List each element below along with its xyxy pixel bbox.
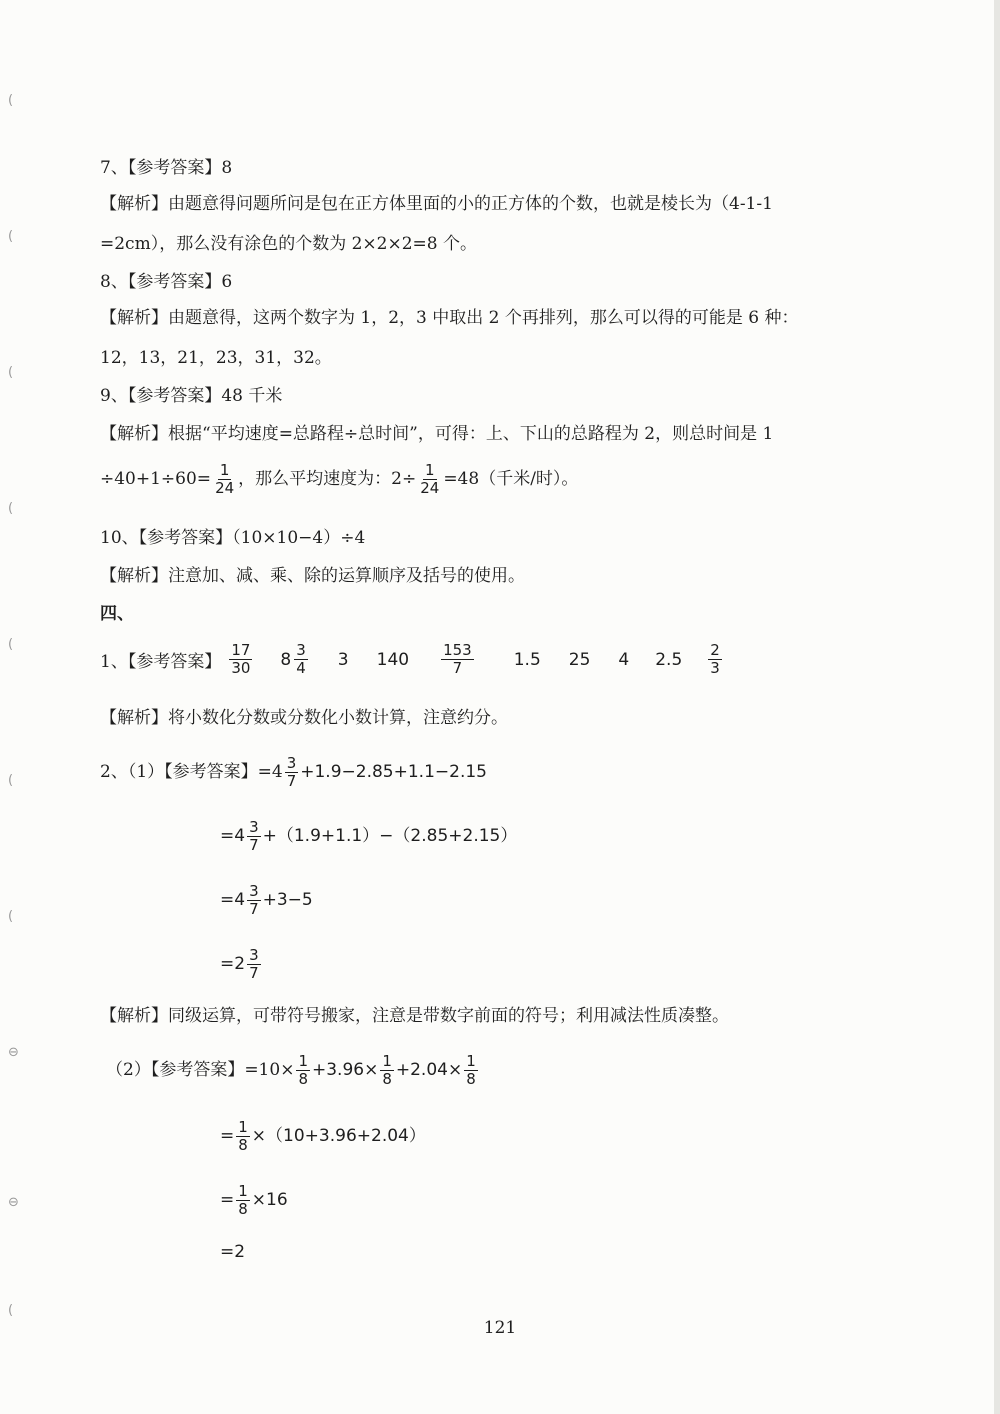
answer-item: 25 xyxy=(568,649,591,670)
expression: =2 xyxy=(220,954,246,974)
fraction xyxy=(418,462,441,497)
expression: +3.96× xyxy=(311,1060,379,1080)
s4q1-label: 1、【参考答案】 xyxy=(100,652,222,672)
expression: +3−5 xyxy=(262,890,313,910)
answer-item xyxy=(706,642,724,677)
s4q2-p2-label: （2）【参考答案】=10× xyxy=(106,1060,295,1080)
q10-analysis: 【解析】注意加、减、乘、除的运算顺序及括号的使用。 xyxy=(100,566,525,586)
fraction-denominator: 30 xyxy=(231,659,251,677)
fraction-numerator: 3 xyxy=(249,946,259,964)
fraction-numerator: 1 xyxy=(219,461,230,479)
fraction xyxy=(236,1183,250,1218)
s4q2-p2-line2 xyxy=(220,1118,426,1154)
answer-item: 2.5 xyxy=(655,649,683,670)
fraction xyxy=(247,947,261,982)
fraction-denominator: 8 xyxy=(382,1070,392,1088)
q9-analysis: 【解析】根据“平均速度=总路程÷总时间”，可得：上、下山的总路程为 2，则总时间是 1 xyxy=(100,424,774,444)
fraction xyxy=(247,819,261,854)
fraction xyxy=(380,1053,394,1088)
fraction-denominator: 7 xyxy=(249,964,259,982)
expression: +2.04× xyxy=(395,1060,463,1080)
fraction-numerator: 2 xyxy=(710,641,720,659)
q8-analysis: 【解析】由题意得，这两个数字为 1，2，3 中取出 2 个再排列，那么可以得的可能是 6 种： xyxy=(100,308,799,328)
fraction-denominator: 7 xyxy=(249,836,259,854)
binding-hole-mark: ( xyxy=(8,637,14,652)
expression: +1.9−2.85+1.1−2.15 xyxy=(300,762,488,782)
s4q2-p1-line1 xyxy=(100,754,487,790)
expression: =4 xyxy=(220,826,246,846)
page-edge xyxy=(994,0,1000,1414)
fraction xyxy=(236,1119,250,1154)
fraction-numerator: 3 xyxy=(286,754,297,772)
binding-hole-mark: ( xyxy=(8,909,14,924)
s4q2-p1-line3 xyxy=(220,882,313,918)
binding-hole-mark: ⊖ xyxy=(8,1045,19,1060)
q9-analysis-cont xyxy=(100,462,578,497)
fraction-numerator: 153 xyxy=(443,641,472,659)
q8-analysis-cont: 12，13，21，23，31，32。 xyxy=(100,348,332,368)
binding-hole-mark: ( xyxy=(8,365,14,380)
expression: = xyxy=(220,1190,235,1210)
fraction-numerator: 1 xyxy=(298,1052,308,1070)
binding-hole-mark: ( xyxy=(8,501,14,516)
q9-expression-c: =48（千米/时）。 xyxy=(443,469,579,489)
answer-item: 3 xyxy=(337,649,349,670)
fraction-denominator: 24 xyxy=(215,479,235,497)
expression: ×（10+3.96+2.04） xyxy=(251,1126,426,1146)
s4q2-p2-line3 xyxy=(220,1182,288,1218)
mixed-whole: 8 xyxy=(280,649,292,670)
fraction-numerator: 3 xyxy=(296,641,306,659)
q9-expression-a: ÷40+1÷60= xyxy=(100,469,212,489)
fraction-numerator: 3 xyxy=(249,882,259,900)
fraction-denominator: 7 xyxy=(452,659,463,677)
section-heading: 四、 xyxy=(100,604,134,624)
s4q2-p1-line2 xyxy=(220,818,517,854)
q7-analysis-cont: =2cm），那么没有涂色的个数为 2×2×2=8 个。 xyxy=(100,234,478,254)
fraction-denominator: 7 xyxy=(249,900,259,918)
fraction-denominator: 8 xyxy=(298,1070,308,1088)
q8-answer: 8、【参考答案】6 xyxy=(100,272,233,292)
fraction-denominator: 3 xyxy=(710,659,720,677)
s4q1-answer-row xyxy=(100,642,724,677)
answer-item: 1.5 xyxy=(513,649,541,670)
binding-hole-mark: ( xyxy=(8,229,14,244)
q9-answer: 9、【参考答案】48 千米 xyxy=(100,386,283,406)
q7-answer: 7、【参考答案】8 xyxy=(100,158,233,178)
answer-item xyxy=(439,642,476,677)
fraction-numerator: 1 xyxy=(238,1118,248,1136)
expression: = xyxy=(220,1126,235,1146)
fraction xyxy=(464,1053,478,1088)
s4q2-p1-analysis: 【解析】同级运算，可带符号搬家，注意是带数字前面的符号；利用减法性质凑整。 xyxy=(100,1006,729,1026)
expression: =4 xyxy=(220,890,246,910)
binding-hole-mark: ( xyxy=(8,93,14,108)
expression: +（1.9+1.1）−（2.85+2.15） xyxy=(262,826,518,846)
fraction-numerator: 1 xyxy=(466,1052,476,1070)
fraction xyxy=(285,755,299,790)
fraction-numerator: 3 xyxy=(249,818,259,836)
fraction-numerator: 17 xyxy=(231,641,251,659)
q10-answer: 10、【参考答案】（10×10−4）÷4 xyxy=(100,528,366,548)
fraction xyxy=(247,883,261,918)
fraction-denominator: 7 xyxy=(286,772,297,790)
fraction-denominator: 8 xyxy=(238,1136,248,1154)
fraction-denominator: 8 xyxy=(466,1070,476,1088)
q7-analysis: 【解析】由题意得问题所问是包在正方体里面的小的正方体的个数，也就是棱长为（4-1-1 xyxy=(100,194,773,214)
s4q2-p2-line4: =2 xyxy=(220,1242,246,1262)
fraction xyxy=(213,462,236,497)
s4q1-analysis: 【解析】将小数化分数或分数化小数计算，注意约分。 xyxy=(100,708,508,728)
fraction-denominator: 24 xyxy=(420,479,440,497)
fraction-numerator: 1 xyxy=(424,461,435,479)
binding-hole-mark: ( xyxy=(8,773,14,788)
q9-expression-b: ，那么平均速度为：2÷ xyxy=(238,469,417,489)
answer-item xyxy=(227,642,254,677)
fraction-numerator: 1 xyxy=(382,1052,392,1070)
answer-item: 4 xyxy=(618,649,630,670)
s4q2-p2-line1 xyxy=(106,1052,480,1088)
answer-item: 140 xyxy=(376,649,410,670)
answer-item xyxy=(280,642,309,677)
binding-hole-mark: ⊖ xyxy=(8,1195,19,1210)
binding-hole-mark: ( xyxy=(8,1303,14,1318)
s4q2-p1-label: 2、（1）【参考答案】=4 xyxy=(100,762,283,782)
s4q2-p1-line4 xyxy=(220,946,263,982)
fraction xyxy=(296,1053,310,1088)
fraction-denominator: 8 xyxy=(238,1200,248,1218)
page-number: 121 xyxy=(483,1318,517,1338)
expression: ×16 xyxy=(251,1190,288,1210)
fraction-denominator: 4 xyxy=(296,659,306,677)
fraction-numerator: 1 xyxy=(238,1182,248,1200)
